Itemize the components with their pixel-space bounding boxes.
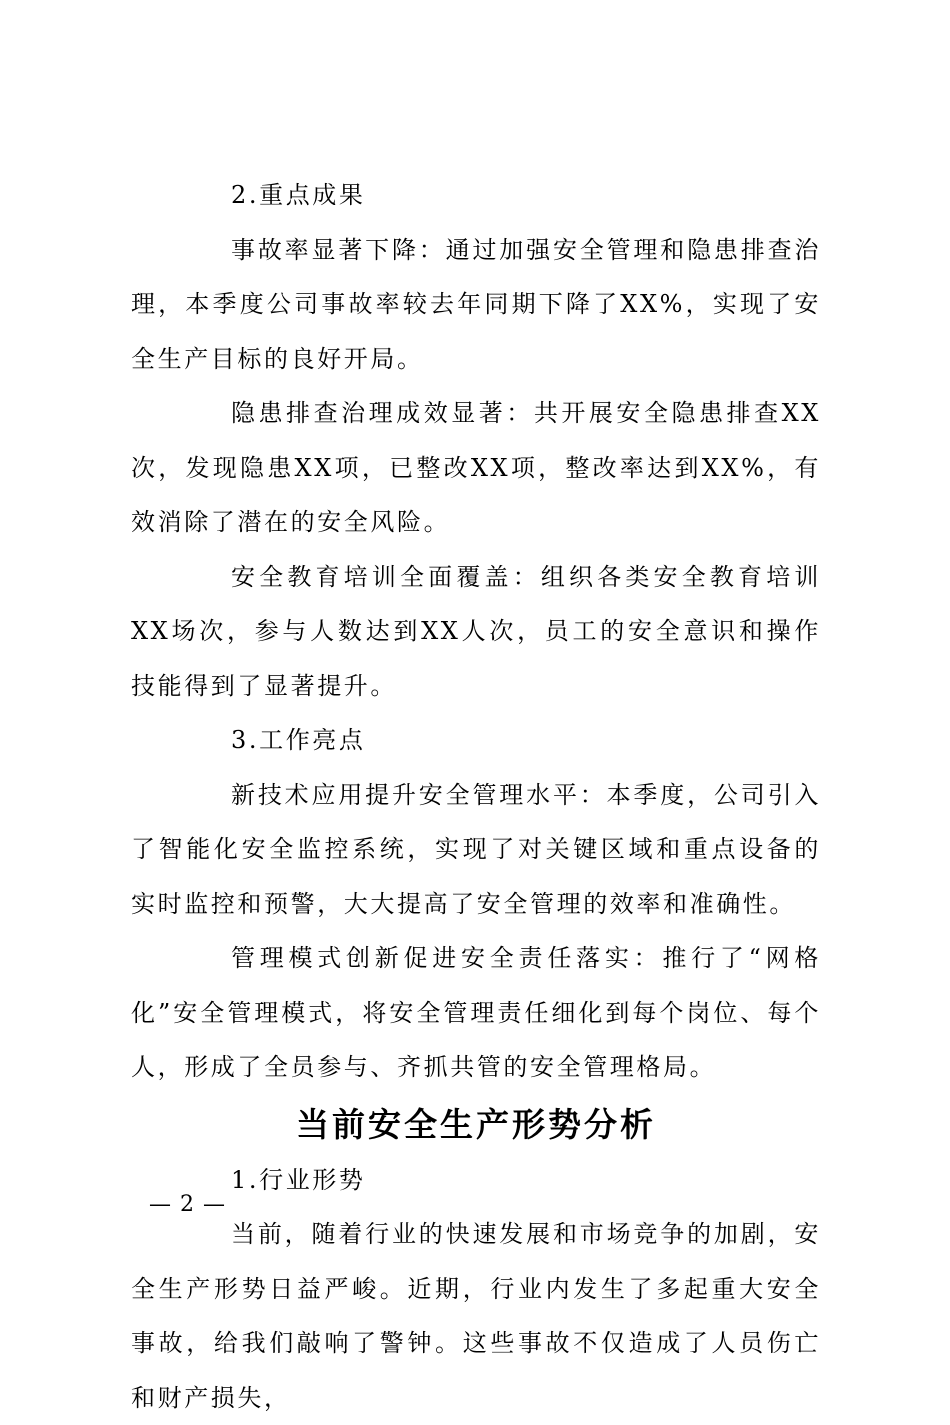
paragraph-management-innovation: 管理模式创新促进安全责任落实：推行了“网格化”安全管理模式，将安全管理责任细化到每个岗位、每个人，形成了全员参与、齐抓共管的安全管理格局。 <box>131 944 821 1081</box>
section-title-situation-analysis: 当前安全生产形势分析 <box>296 1104 656 1144</box>
document-body <box>131 168 821 1425</box>
paragraph-hazard-inspection: 隐患排查治理成效显著：共开展安全隐患排查XX次，发现隐患XX项，已整改XX项，整改率达到XX%，有效消除了潜在的安全风险。 <box>131 399 821 536</box>
subheading-industry-situation: 1.行业形势 <box>231 1165 366 1194</box>
paragraph-industry-situation: 当前，随着行业的快速发展和市场竞争的加剧，安全生产形势日益严峻。近期，行业内发生了多起重大安全事故，给我们敲响了警钟。这些事故不仅造成了人员伤亡和财产损失， <box>131 1220 821 1412</box>
subheading-highlights: 3.工作亮点 <box>231 726 366 754</box>
paragraph-accident-rate: 事故率显著下降：通过加强安全管理和隐患排查治理，本季度公司事故率较去年同期下降了XX%，实现了安全生产目标的良好开局。 <box>131 235 821 373</box>
paragraph-new-technology: 新技术应用提升安全管理水平：本季度，公司引入了智能化安全监控系统，实现了对关键区域和重点设备的实时监控和预警，大大提高了安全管理的效率和准确性。 <box>131 780 821 918</box>
paragraph-safety-training: 安全教育培训全面覆盖：组织各类安全教育培训XX场次，参与人数达到XX人次，员工的安全意识和操作技能得到了显著提升。 <box>131 562 821 700</box>
page-number: — 2 — <box>149 1192 226 1217</box>
subheading-key-results: 2.重点成果 <box>231 181 366 209</box>
